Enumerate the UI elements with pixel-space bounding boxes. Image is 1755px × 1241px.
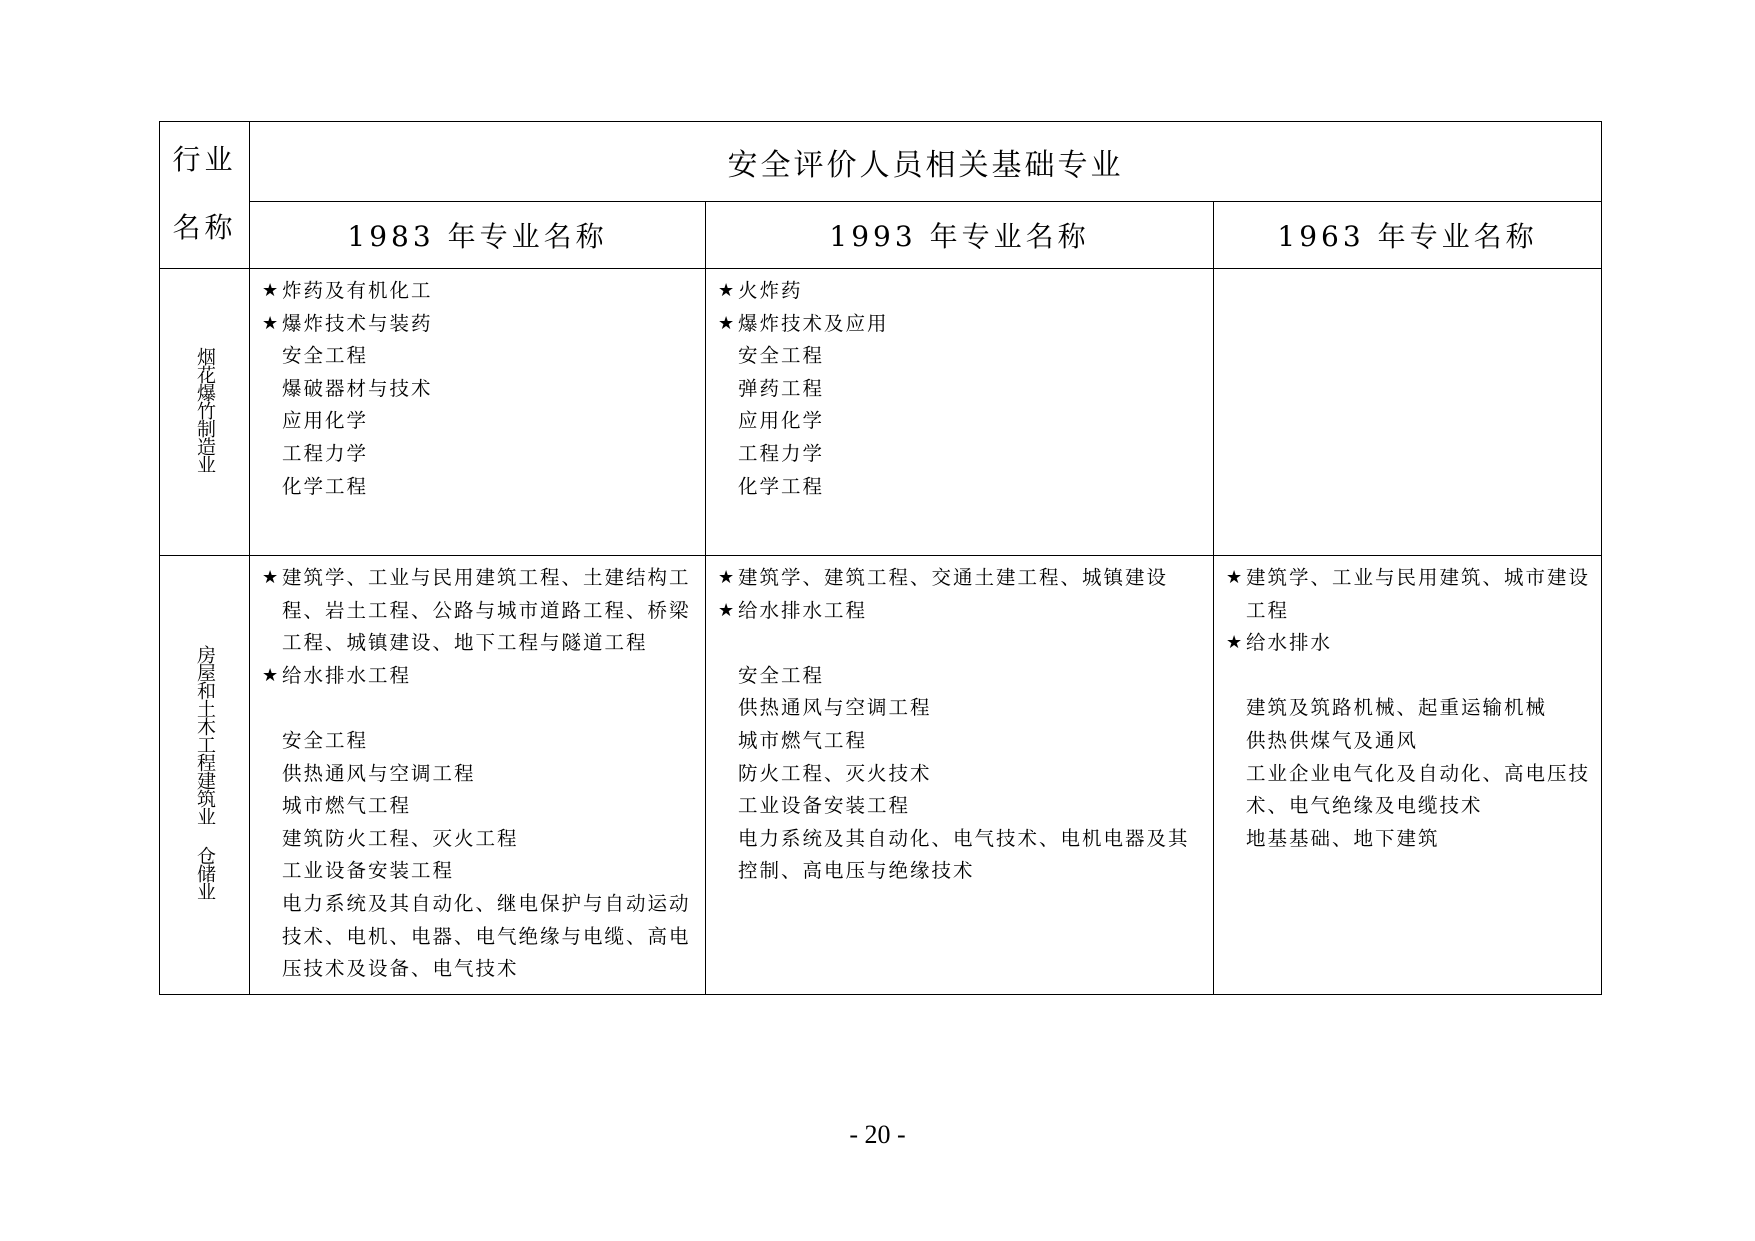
key-major-star-icon: ★ <box>262 312 281 334</box>
major-name: 电力系统及其自动化、继电保护与自动运动技术、电机、电器、电气绝缘与电缆、高电压技术及设备、电气技术 <box>282 891 691 981</box>
list-item <box>262 562 697 660</box>
major-name: 应用化学 <box>738 409 825 433</box>
majors-1963-cell <box>1214 556 1602 995</box>
majors-1983-cell <box>250 556 706 995</box>
list-item <box>718 471 1205 504</box>
major-name: 地基基础、地下建筑 <box>1246 826 1440 850</box>
major-name: 建筑学、建筑工程、交通土建工程、城镇建设 <box>738 566 1169 589</box>
list-item <box>262 275 697 308</box>
list-item <box>718 373 1205 406</box>
list-item <box>718 790 1205 823</box>
list-item <box>1226 627 1593 660</box>
major-name: 给水排水 <box>1246 631 1333 655</box>
majors-1993-cell <box>706 556 1214 995</box>
list-item <box>262 405 697 438</box>
key-major-star-icon: ★ <box>262 664 281 686</box>
list-item <box>718 758 1205 791</box>
major-name: 建筑学、工业与民用建筑工程、土建结构工程、岩土工程、公路与城市道路工程、桥梁工程、城镇建设、地下工程与隧道工程 <box>282 566 691 655</box>
list-item <box>262 725 697 758</box>
list-item <box>262 823 697 856</box>
list-item <box>718 308 1205 341</box>
major-name: 炸药及有机化工 <box>282 279 433 302</box>
major-name: 给水排水工程 <box>282 663 412 687</box>
key-major-star-icon: ★ <box>262 280 281 301</box>
major-name: 建筑及筑路机械、起重运输机械 <box>1246 696 1548 720</box>
list-item <box>262 790 697 823</box>
major-name: 弹药工程 <box>738 376 825 400</box>
major-name: 工业企业电气化及自动化、高电压技术、电气绝缘及电缆技术 <box>1246 761 1591 818</box>
list-item <box>1226 562 1593 627</box>
industry-name: 烟花爆竹制造业 <box>194 347 216 473</box>
list-item <box>262 888 697 986</box>
list-item <box>718 405 1205 438</box>
industry-header-line2: 名称 <box>172 211 237 244</box>
header-row-top <box>160 122 1602 202</box>
major-name: 供热通风与空调工程 <box>738 696 932 720</box>
major-name: 应用化学 <box>282 409 369 433</box>
list-item <box>718 562 1205 595</box>
majors-list <box>706 556 1213 896</box>
list-item <box>718 438 1205 471</box>
list-item <box>718 595 1205 628</box>
key-major-star-icon: ★ <box>718 312 737 334</box>
major-name: 爆破器材与技术 <box>282 376 433 400</box>
industry-cell <box>160 269 250 556</box>
key-major-star-icon: ★ <box>262 567 281 588</box>
industry-name: 房屋和土木工程建筑业 仓储业 <box>194 645 216 901</box>
major-name: 建筑学、工业与民用建筑、城市建设工程 <box>1246 566 1591 622</box>
key-major-star-icon: ★ <box>1226 567 1245 588</box>
list-item <box>1226 758 1593 823</box>
key-major-star-icon: ★ <box>1226 632 1245 654</box>
year-1963-header: 1963 年专业名称 <box>1214 202 1602 269</box>
list-item <box>262 438 697 471</box>
list-item <box>262 373 697 406</box>
list-item <box>718 725 1205 758</box>
table-row <box>160 556 1602 995</box>
majors-list <box>706 269 1213 511</box>
year-1993-header: 1993 年专业名称 <box>706 202 1214 269</box>
table-row <box>160 269 1602 556</box>
list-item <box>262 340 697 373</box>
list-item <box>262 758 697 791</box>
major-name: 工程力学 <box>738 441 825 465</box>
list-spacer <box>718 627 1205 660</box>
major-name: 化学工程 <box>282 474 369 498</box>
majors-1963-cell <box>1214 269 1602 556</box>
list-item <box>718 823 1205 888</box>
major-name: 城市燃气工程 <box>738 728 868 752</box>
major-name: 安全工程 <box>738 663 825 687</box>
major-name: 建筑防火工程、灭火工程 <box>282 826 519 850</box>
list-item <box>1226 823 1593 856</box>
major-name: 给水排水工程 <box>738 598 868 622</box>
industry-cell <box>160 556 250 995</box>
key-major-star-icon: ★ <box>718 567 737 588</box>
list-item <box>718 340 1205 373</box>
list-spacer <box>1226 660 1593 693</box>
major-name: 城市燃气工程 <box>282 794 412 818</box>
major-name: 防火工程、灭火技术 <box>738 761 932 785</box>
safety-evaluator-majors-table <box>159 121 1602 995</box>
list-item <box>262 471 697 504</box>
industry-name-header <box>160 122 250 269</box>
header-row-years <box>160 202 1602 269</box>
list-item <box>718 692 1205 725</box>
majors-list <box>1214 556 1601 863</box>
major-name: 爆炸技术及应用 <box>738 311 889 335</box>
key-major-star-icon: ★ <box>718 280 737 301</box>
major-name: 供热供煤气及通风 <box>1246 728 1419 752</box>
majors-1983-cell <box>250 269 706 556</box>
list-item <box>718 275 1205 308</box>
key-major-star-icon: ★ <box>718 599 737 621</box>
majors-list <box>250 269 705 511</box>
list-item <box>262 855 697 888</box>
major-name: 工业设备安装工程 <box>738 794 911 818</box>
year-1983-header: 1983 年专业名称 <box>250 202 706 269</box>
majors-1993-cell <box>706 269 1214 556</box>
major-name: 火炸药 <box>738 279 803 302</box>
major-name: 供热通风与空调工程 <box>282 761 476 785</box>
list-item <box>718 660 1205 693</box>
major-name: 工程力学 <box>282 441 369 465</box>
majors-list <box>250 556 705 994</box>
main-title-header: 安全评价人员相关基础专业 <box>250 122 1602 202</box>
major-name: 化学工程 <box>738 474 825 498</box>
major-name: 安全工程 <box>282 344 369 368</box>
major-name: 安全工程 <box>282 728 369 752</box>
major-name: 爆炸技术与装药 <box>282 311 433 335</box>
list-item <box>262 308 697 341</box>
list-item <box>1226 725 1593 758</box>
major-name: 工业设备安装工程 <box>282 859 455 883</box>
list-spacer <box>262 692 697 725</box>
industry-header-line1: 行业 <box>172 143 237 176</box>
list-item <box>262 660 697 693</box>
major-name: 电力系统及其自动化、电气技术、电机电器及其控制、高电压与绝缘技术 <box>738 826 1190 883</box>
list-item <box>1226 692 1593 725</box>
page-number: - 20 - <box>849 1120 906 1149</box>
majors-list <box>1214 269 1601 283</box>
major-name: 安全工程 <box>738 344 825 368</box>
